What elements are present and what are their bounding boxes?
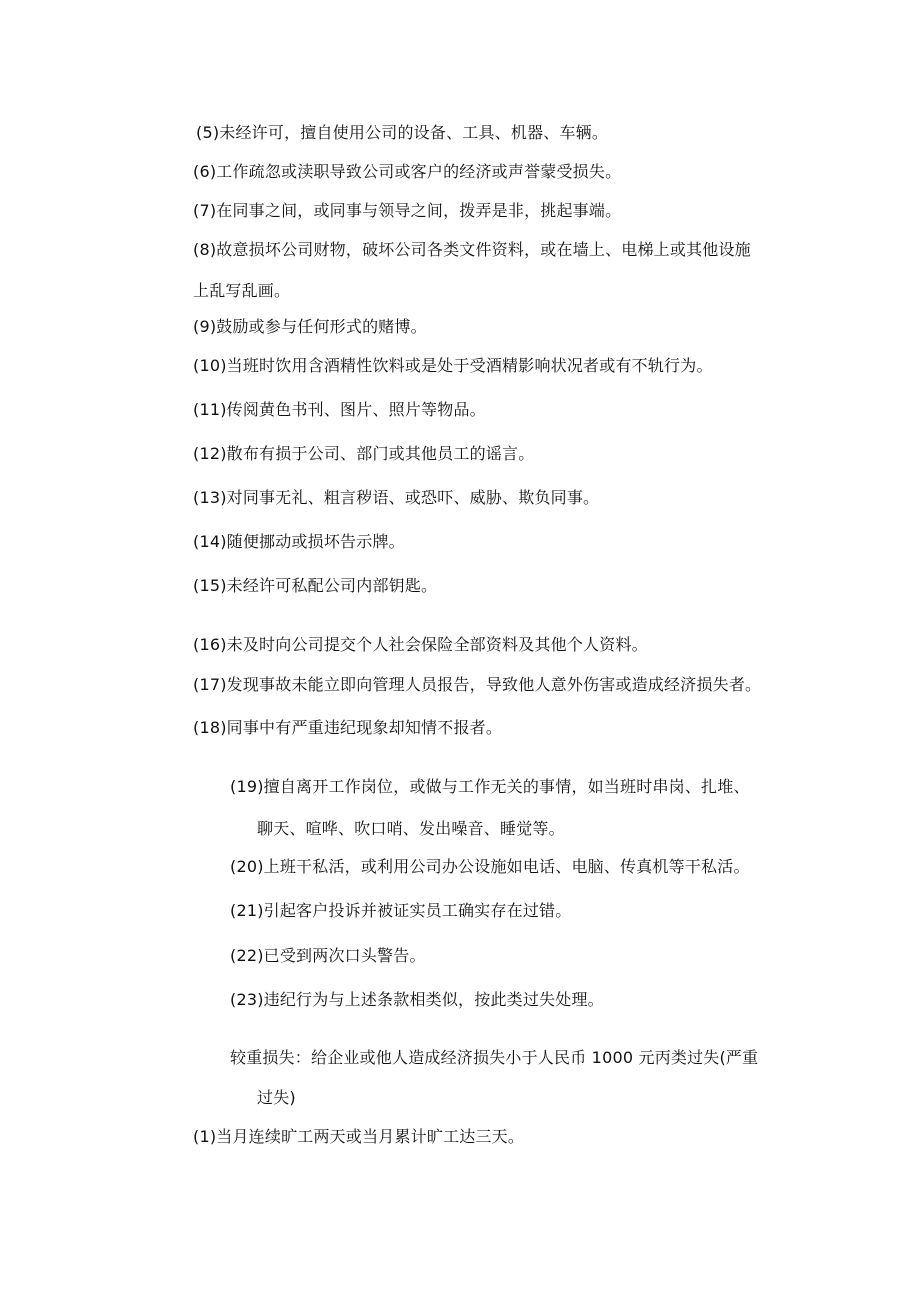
rule-item-8: (8)故意损坏公司财物，破坏公司各类文件资料，或在墙上、电梯上或其他设施 [193,240,751,259]
rule-item-1: (1)当月连续旷工两天或当月累计旷工达三天。 [193,1127,525,1146]
rule-item-6: (6)工作疏忽或渎职导致公司或客户的经济或声誉蒙受损失。 [193,162,622,181]
rule-item-15: (15)未经许可私配公司内部钥匙。 [193,576,438,595]
rule-item-13: (13)对同事无礼、粗言秽语、或恐吓、威胁、欺负同事。 [193,488,600,507]
rule-item-5: (5)未经许可，擅自使用公司的设备、工具、机器、车辆。 [196,123,609,142]
rule-item-17: (17)发现事故未能立即向管理人员报告，导致他人意外伤害或造成经济损失者。 [193,675,762,694]
rule-item-19-continued: 聊天、喧哗、吹口哨、发出噪音、睡觉等。 [257,819,565,838]
rule-item-14: (14)随便挪动或损坏告示牌。 [193,532,405,551]
section-heading: 较重损失：给企业或他人造成经济损失小于人民币 1000 元丙类过失(严重 [230,1048,759,1067]
rule-item-23: (23)违纪行为与上述条款相类似，按此类过失处理。 [230,990,604,1009]
rule-item-10: (10)当班时饮用含酒精性饮料或是处于受酒精影响状况者或有不轨行为。 [193,356,713,375]
rule-item-11: (11)传阅黄色书刊、图片、照片等物品。 [193,400,486,419]
rule-item-21: (21)引起客户投诉并被证实员工确实存在过错。 [230,901,572,920]
rule-item-22: (22)已受到两次口头警告。 [230,946,426,965]
rule-item-18: (18)同事中有严重违纪现象却知情不报者。 [193,718,503,737]
rule-item-8-continued: 上乱写乱画。 [193,281,291,300]
rule-item-9: (9)鼓励或参与任何形式的赌博。 [193,317,427,336]
rule-item-19: (19)擅自离开工作岗位，或做与工作无关的事情，如当班时串岗、扎堆、 [230,777,750,796]
rule-item-7: (7)在同事之间，或同事与领导之间，拨弄是非，挑起事端。 [193,201,622,220]
rule-item-20: (20)上班干私活，或利用公司办公设施如电话、电脑、传真机等干私活。 [230,857,750,876]
rule-item-12: (12)散布有损于公司、部门或其他员工的谣言。 [193,444,535,463]
section-heading-continued: 过失) [257,1088,296,1107]
rule-item-16: (16)未及时向公司提交个人社会保险全部资料及其他个人资料。 [193,635,648,654]
